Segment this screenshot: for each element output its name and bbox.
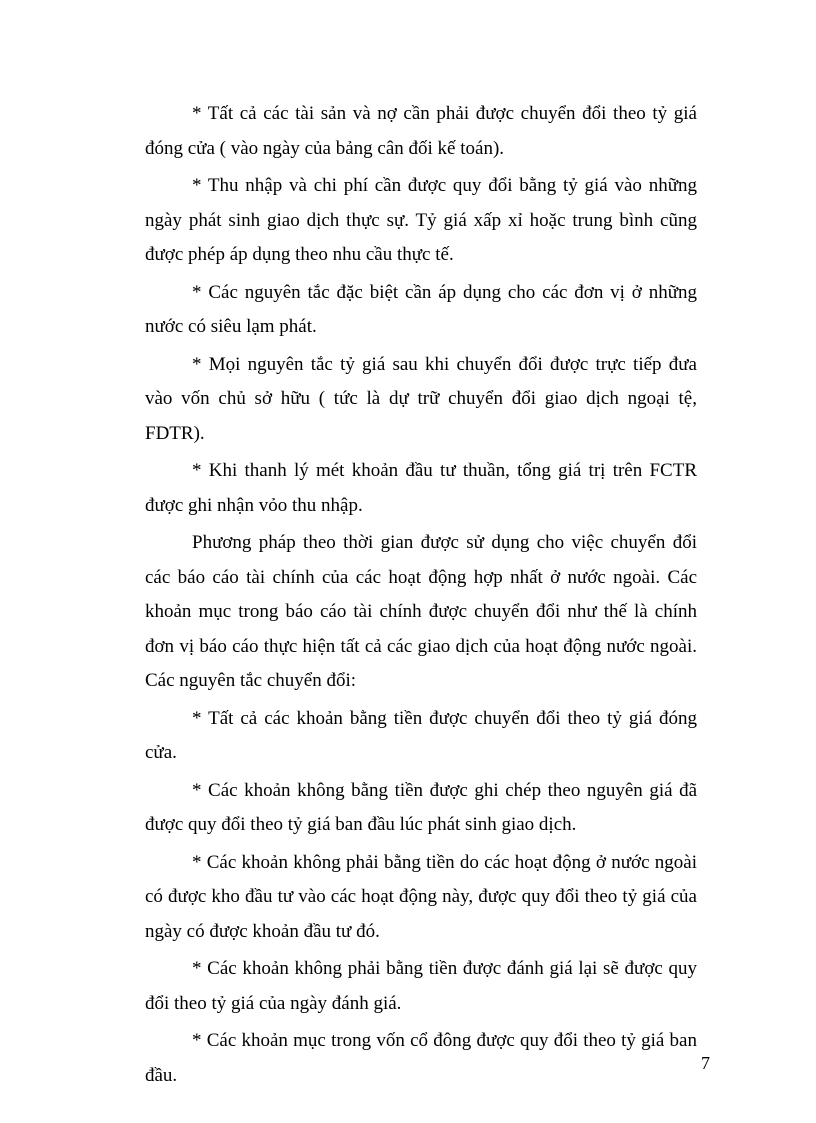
- paragraph-disposal: * Khi thanh lý mét khoản đầu tư thuần, tổng giá trị trên FCTR được ghi nhận vỏo thu nhập.: [145, 460, 697, 516]
- body-text: [145, 97, 697, 1096]
- page-number: 7: [701, 1053, 710, 1073]
- paragraph-income-expenses: * Thu nhập và chi phí cần được quy đổi bằng tỷ giá vào những ngày phát sinh giao dịch thực sự. Tỷ giá xấp xỉ hoặc trung bình cũng được phép áp dụng theo nhu cầu thực tế.: [145, 175, 697, 265]
- paragraph-equity-reserve: * Mọi nguyên tắc tỷ giá sau khi chuyển đổi được trực tiếp đưa vào vốn chủ sở hữu ( tức là dự trữ chuyển đổi giao dịch ngoại tệ, FDTR).: [145, 353, 697, 444]
- paragraph-revalued-items: * Các khoản không phải bằng tiền được đánh giá lại sẽ được quy đổi theo tỷ giá của ngày đánh giá.: [145, 958, 697, 1014]
- paragraph-assets-liabilities: * Tất cả các tài sản và nợ cần phải được chuyển đổi theo tỷ giá đóng cửa ( vào ngày của bảng cân đối kế toán).: [145, 103, 697, 159]
- paragraph-non-monetary-items: * Các khoản không bằng tiền được ghi chép theo nguyên giá đã được quy đổi theo tỷ giá ban đầu lúc phát sinh giao dịch.: [145, 779, 697, 835]
- paragraph-shareholder-equity: * Các khoản mục trong vốn cổ đông được quy đổi theo tỷ giá ban đầu.: [145, 1030, 697, 1086]
- paragraph-hyperinflation: * Các nguyên tắc đặc biệt cần áp dụng cho các đơn vị ở những nước có siêu lạm phát.: [145, 281, 697, 337]
- paragraph-foreign-investment: * Các khoản không phải bằng tiền do các hoạt động ở nước ngoài có được kho đầu tư vào các hoạt động này, được quy đổi theo tỷ giá của ngày có được khoản đầu tư đó.: [145, 851, 697, 942]
- paragraph-temporal-method: Phương pháp theo thời gian được sử dụng cho việc chuyển đổi các báo cáo tài chính của các hoạt động hợp nhất ở nước ngoài. Các khoản mục trong báo cáo tài chính được chuyển đổi như thế là chính đơn vị báo cáo thực hiện tất cả các giao dịch của hoạt động nước ngoài. Các nguyên tắc chuyển đổi:: [145, 532, 697, 691]
- paragraph-monetary-items: * Tất cả các khoản bằng tiền được chuyển đổi theo tỷ giá đóng cửa.: [145, 707, 697, 763]
